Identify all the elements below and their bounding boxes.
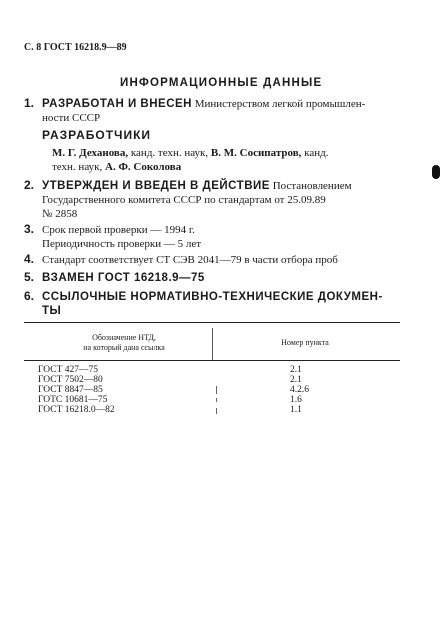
section-text-cont: Государственного комитета СССР по стандартам от 25.09.89: [42, 194, 326, 206]
table-header-item: Номер пункта: [281, 338, 329, 347]
section-text-cont: Периодичность проверки — 5 лет: [42, 238, 202, 250]
table-row-item: 2.1: [290, 365, 302, 375]
developers-heading: РАЗРАБОТЧИКИ: [42, 128, 152, 142]
section-2: [24, 178, 416, 221]
developer-degree: канд. техн. наук,: [128, 147, 211, 159]
table-row-doc: ГОСТ 427—75: [38, 365, 98, 375]
table-top-rule: [24, 322, 400, 323]
section-heading: УТВЕРЖДЕН И ВВЕДЕН В ДЕЙСТВИЕ: [42, 180, 270, 192]
table-header-doc: [50, 333, 198, 353]
table-row-item: 1.6: [290, 395, 302, 405]
table-row-item: 4.2.6: [290, 385, 309, 395]
section-text-cont: ности СССР: [42, 112, 101, 124]
section-heading-cont: ТЫ: [42, 305, 62, 317]
section-6: [24, 289, 383, 318]
section-1: [24, 96, 404, 125]
page-header: С. 8 ГОСТ 16218.9—89: [24, 42, 127, 53]
table-header-rule: [24, 360, 400, 361]
table-row-item: 1.1: [290, 405, 302, 415]
section-heading: ССЫЛОЧНЫЕ НОРМАТИВНО-ТЕХНИЧЕСКИЕ ДОКУМЕН-: [42, 291, 383, 303]
section-text-cont: № 2858: [42, 208, 78, 220]
table-column-divider: [212, 328, 213, 360]
scan-mark: [216, 386, 217, 394]
section-text: Министерством легкой промышлен-: [191, 98, 366, 110]
page-title: ИНФОРМАЦИОННЫЕ ДАННЫЕ: [120, 77, 323, 89]
section-3: [24, 222, 201, 251]
section-number: 3.: [24, 222, 35, 236]
developer-name: В. М. Сосипатров,: [210, 147, 302, 159]
developer-name: М. Г. Деханова,: [52, 147, 129, 159]
table-row-item: 2.1: [290, 375, 302, 385]
section-text: Стандарт соответствует СТ СЭВ 2041—79 в части отбора проб: [42, 254, 338, 266]
scan-mark: [216, 398, 217, 402]
developers-list: [52, 146, 402, 174]
section-heading: ВЗАМЕН ГОСТ 16218.9—75: [42, 272, 205, 284]
table-header-doc-line: Обозначение НТД,: [92, 333, 156, 342]
developer-degree: канд.: [301, 147, 329, 159]
section-text: Срок первой проверки — 1994 г.: [42, 224, 195, 236]
section-number: 5.: [24, 270, 35, 284]
section-4: [24, 252, 338, 267]
section-number: 6.: [24, 289, 35, 303]
table-row-doc: ГОСТ 7502—80: [38, 375, 103, 385]
section-number: 2.: [24, 178, 35, 192]
binding-hole-mark: [432, 165, 440, 179]
section-heading: РАЗРАБОТАН И ВНЕСЕН: [42, 98, 192, 110]
section-number: 1.: [24, 96, 35, 110]
table-row-doc: ГОСТ 16218.0—82: [38, 405, 115, 415]
table-header-doc-line: на который дана ссылка: [83, 343, 165, 352]
section-5: [24, 270, 205, 285]
section-number: 4.: [24, 252, 35, 266]
scan-mark: [216, 408, 217, 414]
table-row-doc: ГОТС 10681—75: [38, 395, 108, 405]
table-row-doc: ГОСТ 8847—85: [38, 385, 103, 395]
developer-name: А. Ф. Соколова: [105, 161, 182, 173]
section-text: Постановлением: [269, 180, 352, 192]
developer-degree: техн. наук,: [52, 161, 105, 173]
